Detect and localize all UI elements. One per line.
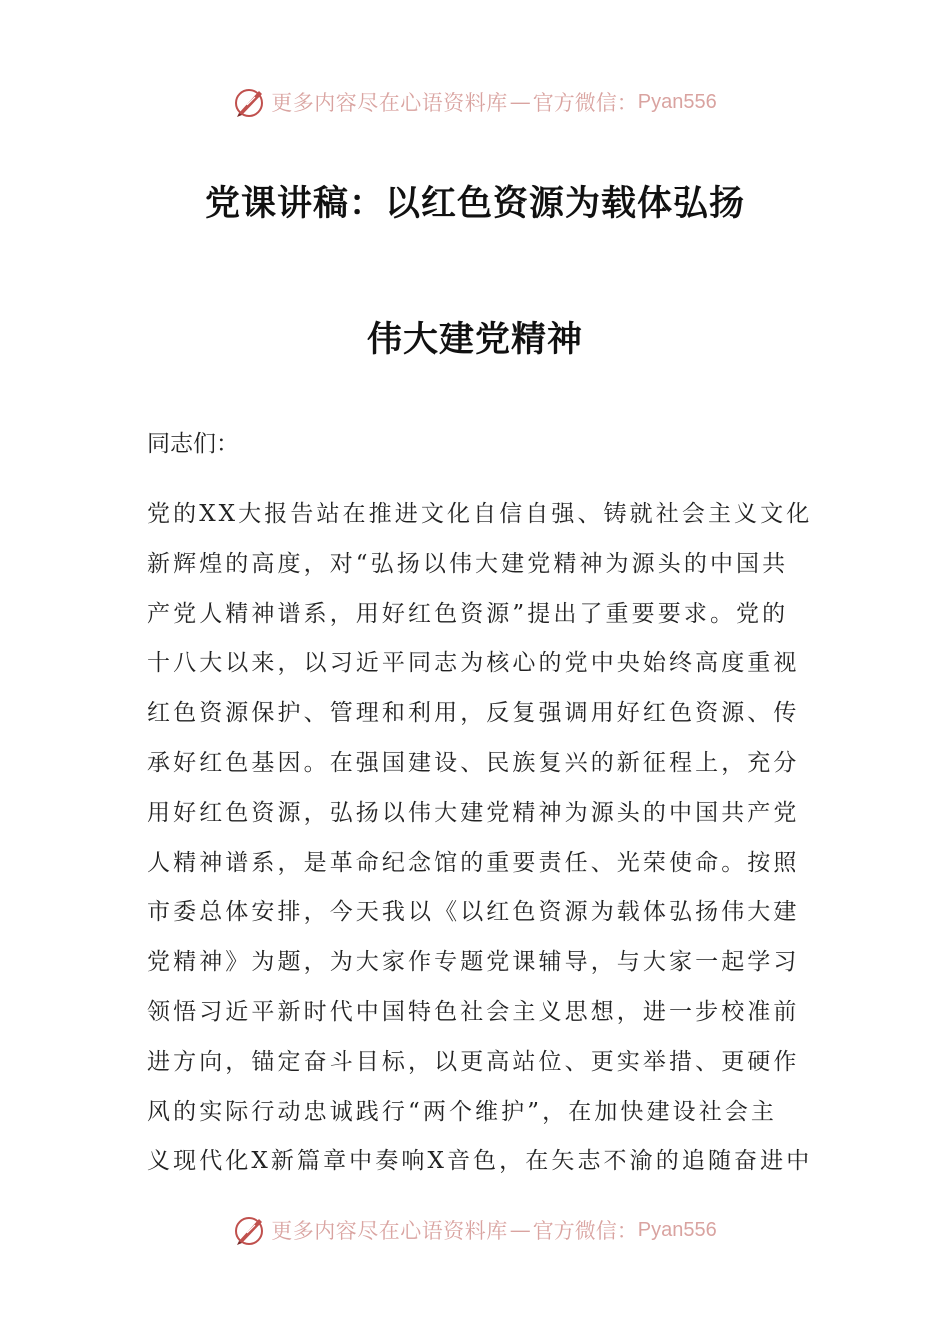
body-paragraph	[147, 490, 813, 1187]
body-line: 进方向，锚定奋斗目标，以更高站位、更实举措、更硬作	[147, 1048, 800, 1075]
document-title-line-1: 党课讲稿：以红色资源为载体弘扬	[204, 184, 745, 224]
body-line: 人精神谱系，是革命纪念馆的重要责任、光荣使命。按照	[147, 849, 800, 876]
document-title-line-2: 伟大建党精神	[366, 320, 583, 360]
salutation: 同志们：	[147, 431, 239, 457]
watermark-separator: —	[509, 1218, 531, 1242]
watermark-text: 更多内容尽在心语资料库	[271, 91, 508, 115]
watermark-text: 更多内容尽在心语资料库	[271, 1219, 508, 1243]
watermark-wechat-label: 官方微信：	[532, 91, 638, 115]
body-line: 领悟习近平新时代中国特色社会主义思想，进一步校准前	[147, 998, 800, 1025]
quill-pen-circle-icon	[233, 85, 267, 119]
watermark-wechat-label: 官方微信：	[532, 1219, 638, 1243]
watermark-wechat-id: Pyan556	[637, 1218, 717, 1241]
watermark-banner-top	[0, 82, 950, 122]
watermark-banner-bottom	[0, 1210, 950, 1250]
quill-pen-circle-icon	[233, 1213, 267, 1247]
watermark-wechat-id: Pyan556	[637, 90, 717, 113]
body-line: 党的XX大报告站在推进文化自信自强、铸就社会主义文化	[147, 501, 813, 527]
watermark-separator: —	[509, 90, 531, 114]
body-line: 十八大以来，以习近平同志为核心的党中央始终高度重视	[147, 650, 800, 677]
body-line: 党精神》为题，为大家作专题党课辅导，与大家一起学习	[147, 949, 800, 976]
body-line: 风的实际行动忠诚践行“两个维护”，在加快建设社会主	[147, 1098, 778, 1125]
body-line: 用好红色资源，弘扬以伟大建党精神为源头的中国共产党	[147, 799, 800, 826]
body-line: 产党人精神谱系，用好红色资源”提出了重要要求。党的	[147, 600, 789, 627]
body-line: 承好红色基因。在强国建设、民族复兴的新征程上，充分	[147, 749, 800, 776]
body-line: 市委总体安排，今天我以《以红色资源为载体弘扬伟大建	[147, 899, 800, 926]
body-line: 红色资源保护、管理和利用，反复强调用好红色资源、传	[147, 700, 800, 727]
body-line: 新辉煌的高度，对“弘扬以伟大建党精神为源头的中国共	[147, 550, 789, 577]
body-line: 义现代化X新篇章中奏响X音色，在矢志不渝的追随奋进中	[147, 1148, 813, 1175]
